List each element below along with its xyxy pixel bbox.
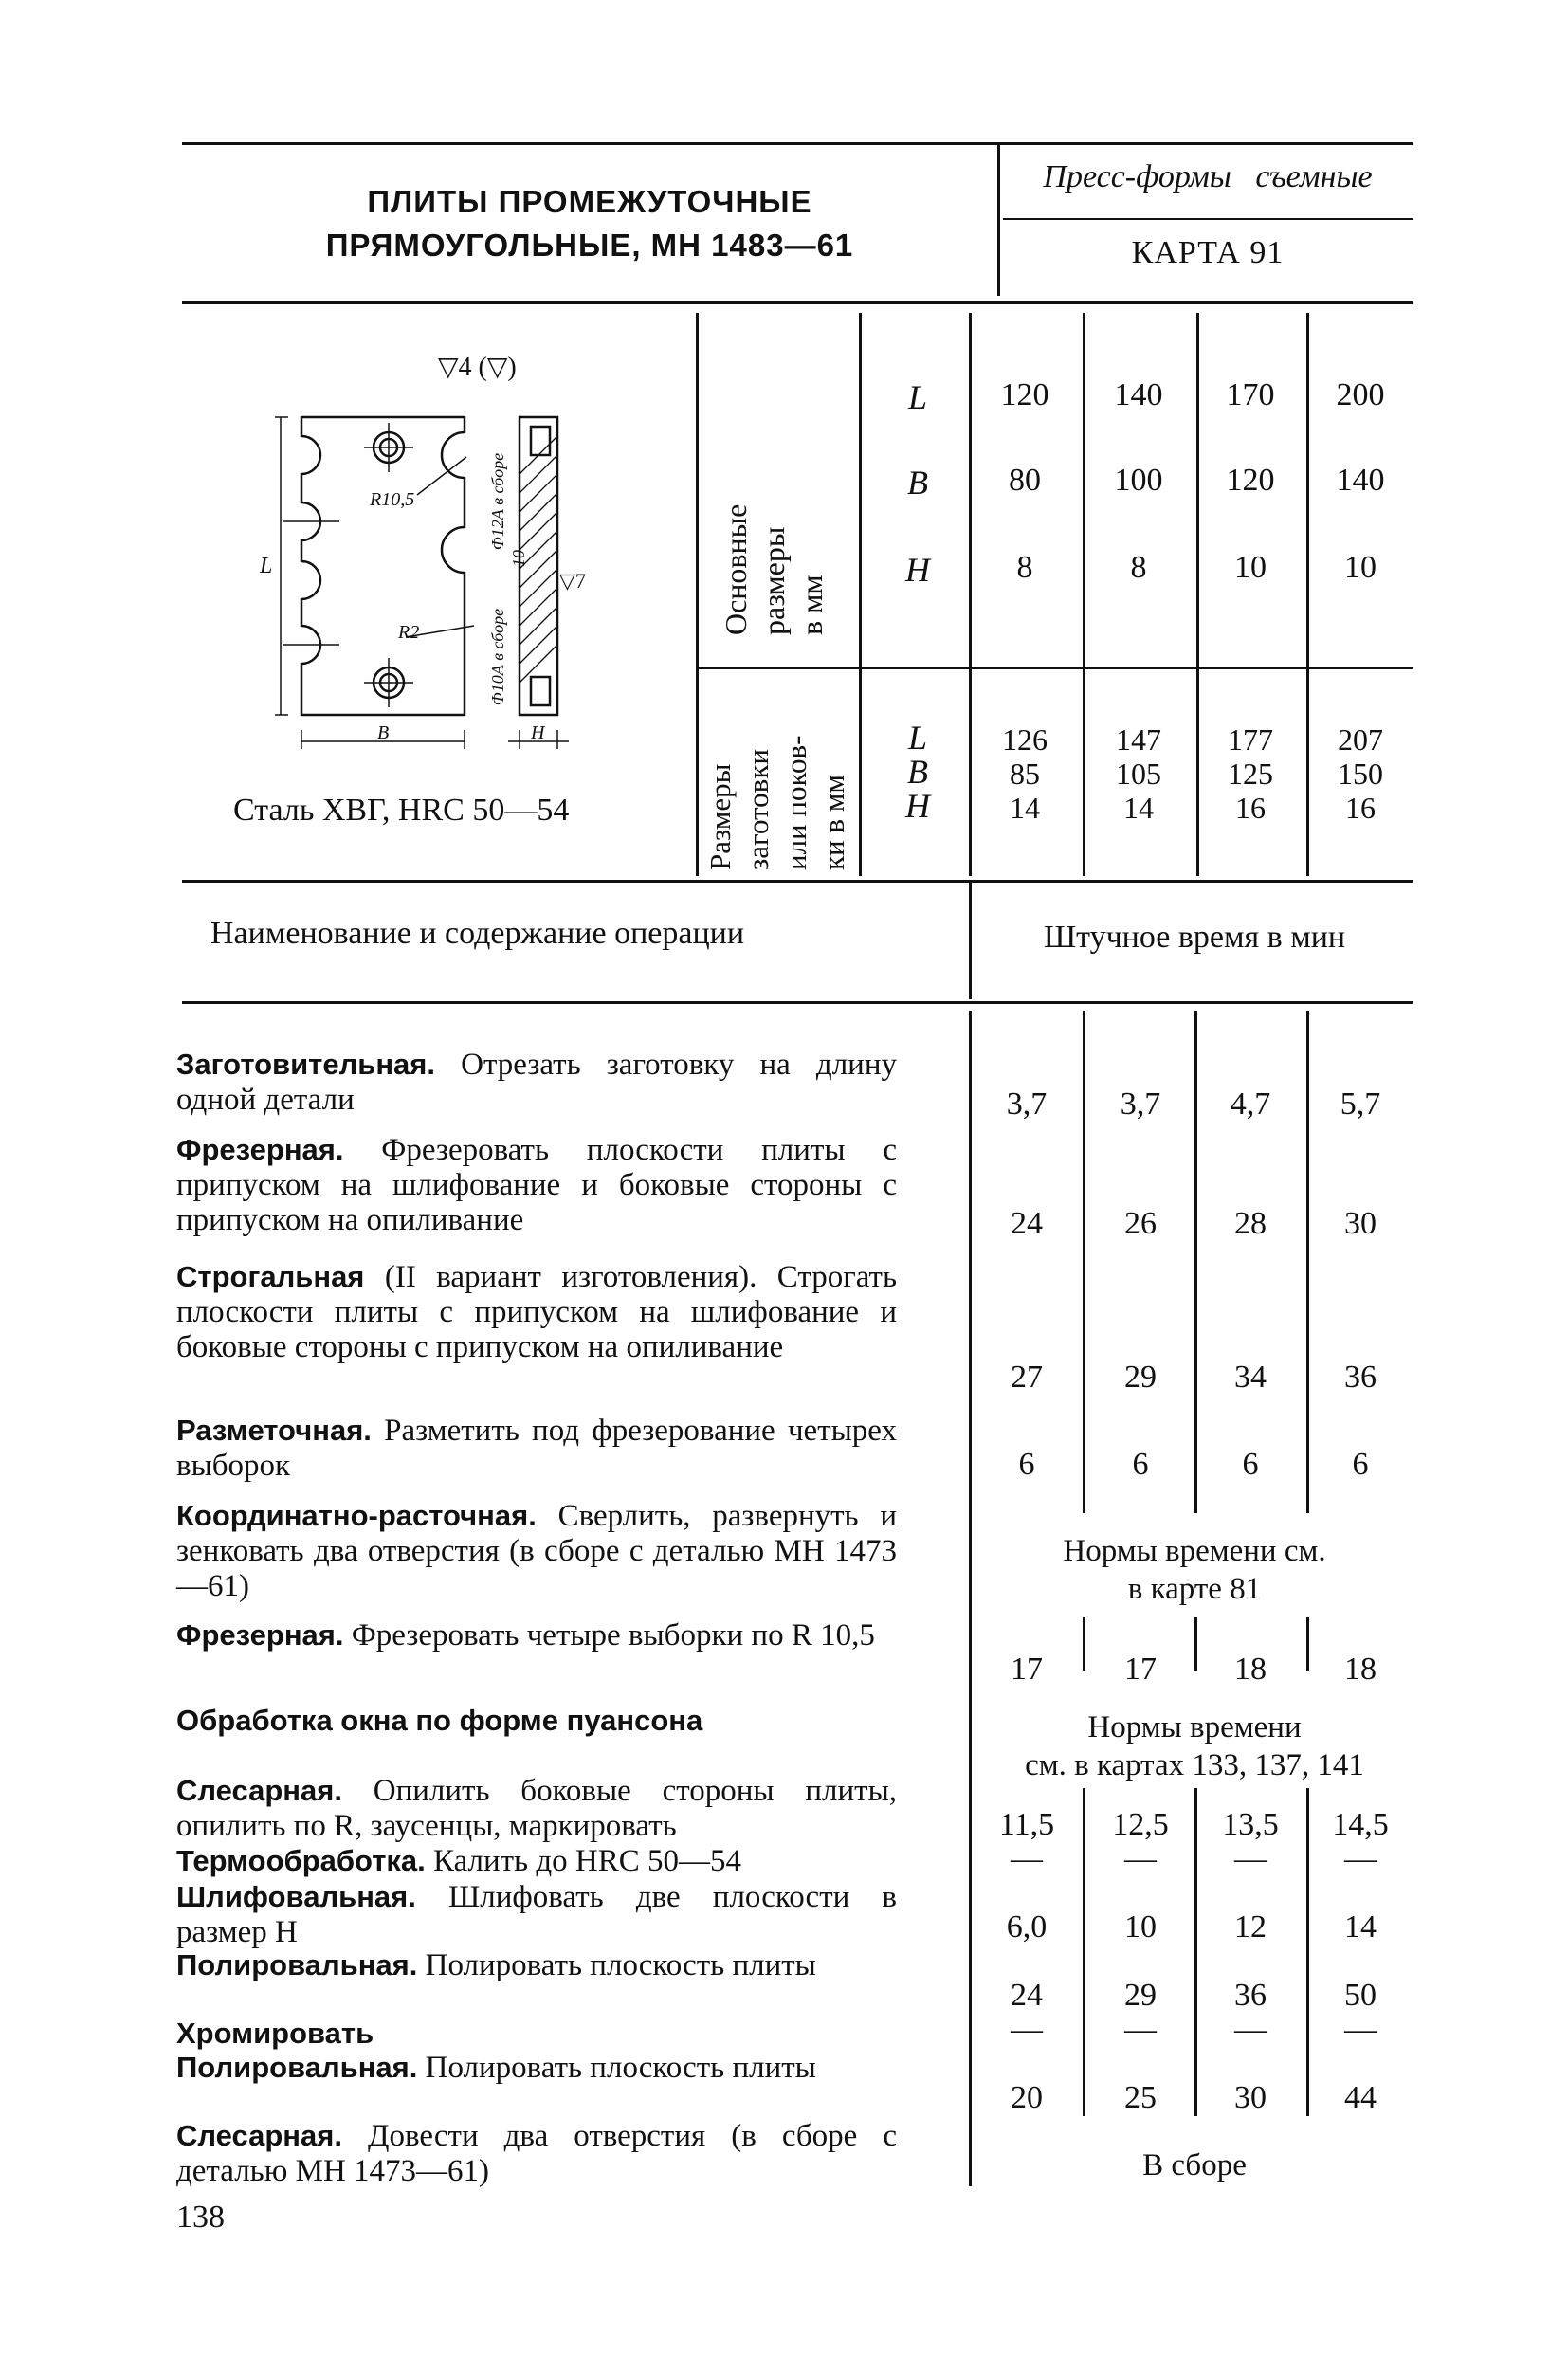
time-value: 25: [1124, 2080, 1157, 2115]
material-label: Сталь ХВГ, HRC 50—54: [233, 793, 570, 828]
main-dims-label: Основные размеры в мм: [719, 503, 829, 635]
value-l: 140: [1114, 377, 1163, 412]
time-column-header: Штучное время в мин: [1043, 920, 1346, 955]
time-col-sep: [1083, 1788, 1085, 2116]
dims-values-border: [969, 313, 972, 876]
header-bottom-rule: [182, 301, 1413, 304]
category-rule: [1003, 218, 1413, 220]
time-value: 29: [1124, 1360, 1157, 1395]
time-value: 6: [1242, 1447, 1259, 1482]
main-col-1: [973, 377, 1077, 586]
operation-column-header: Наименование и содержание операции: [210, 916, 745, 951]
time-col-sep: [1194, 1788, 1197, 2116]
blank-col-3: 177 125 16: [1228, 722, 1273, 825]
ops-divider: [969, 1011, 972, 2186]
page-title: [182, 180, 997, 267]
time-value: 6,0: [1006, 1909, 1048, 1945]
time-value: —: [1344, 2012, 1377, 2047]
operation-row: Фрезерная. Фрезеровать плоскости плиты с припуском на шлифование и боковые стороны с припуском на опиливание: [176, 1133, 897, 1237]
value-b: 100: [1114, 463, 1163, 498]
operation-row: Координатно-расточная. Сверлить, развернуть и зенковать два отверстия (в сборе с деталью МН 1473—61): [176, 1499, 897, 1603]
time-value: 13,5: [1222, 1807, 1279, 1842]
time-value: 24: [1011, 1978, 1043, 2013]
dims-col-2-border: [1083, 313, 1085, 876]
value-b: 120: [1226, 463, 1275, 498]
time-value: 44: [1344, 2080, 1377, 2115]
main-col-3: [1198, 377, 1303, 586]
operation-row: Слесарная. Опилить боковые стороны плиты, опилить по R, заусенцы, маркировать: [176, 1774, 897, 1843]
time-value: —: [1344, 1841, 1377, 1876]
symbol-h: H: [905, 551, 930, 589]
time-value: 36: [1344, 1360, 1377, 1395]
value-h: 8: [1016, 550, 1033, 585]
time-value: 4,7: [1230, 1087, 1271, 1122]
operation-row: Слесарная. Довести два отверстия (в сборе с деталью МН 1473—61): [176, 2119, 897, 2188]
note-cards-133: Нормы времени см. в картах 133, 137, 141: [1025, 1710, 1364, 1782]
note-card-81: Нормы времени см. в карте 81: [1063, 1534, 1326, 1606]
operation-row: Термообработка. Калить до HRC 50—54: [176, 1844, 742, 1878]
time-value: 50: [1344, 1978, 1377, 2013]
note-assembly: В сборе: [1142, 2148, 1247, 2182]
value-h: 8: [1130, 550, 1147, 585]
time-value: 30: [1344, 1206, 1377, 1241]
value-l: 120: [1000, 377, 1049, 412]
time-value: —: [1234, 2012, 1267, 2047]
time-value: 6: [1132, 1447, 1149, 1482]
header-divider: [997, 142, 1000, 296]
blank-dims-label: Размеры заготовки или поков- ки в мм: [703, 735, 850, 870]
value-l: 200: [1336, 377, 1385, 412]
value-h: 10: [1344, 550, 1377, 585]
value-h: 10: [1234, 550, 1267, 585]
time-value: 11,5: [998, 1807, 1055, 1842]
time-col-sep: [1083, 1011, 1085, 1513]
symbol-b: B: [907, 464, 928, 502]
main-col-2: [1086, 377, 1191, 586]
operation-row: Строгальная (II вариант изготовления). Строгать плоскости плиты с припуском на шлифование и боковые стороны с припуском на опиливание: [176, 1260, 897, 1364]
time-value: 6: [1018, 1447, 1035, 1482]
dims-left-border: [696, 313, 699, 876]
blank-col-2: 147 105 14: [1116, 722, 1161, 825]
time-value: 18: [1234, 1652, 1267, 1687]
blank-col-1: 126 85 14: [1002, 722, 1048, 825]
time-value: 18: [1344, 1652, 1377, 1687]
time-value: 24: [1011, 1206, 1043, 1241]
category-label: Пресс-формы съемные: [1043, 159, 1373, 194]
time-value: 20: [1011, 2080, 1043, 2115]
value-l: 170: [1226, 377, 1275, 412]
operation-row: Шлифовальная. Шлифовать две плоскости в размер H: [176, 1880, 897, 1949]
operation-row: Фрезерная. Фрезеровать четыре выборки по R 10,5: [176, 1618, 875, 1653]
operation-row: Разметочная. Разметить под фрезерование четырех выборок: [176, 1414, 897, 1483]
time-col-sep: [1083, 1617, 1085, 1671]
dim-10-label: 10: [509, 550, 528, 567]
value-b: 140: [1336, 463, 1385, 498]
time-value: —: [1011, 2012, 1043, 2047]
title-line-2: ПРЯМОУГОЛЬНЫЕ, МН 1483—61: [325, 228, 854, 263]
time-value: 14: [1344, 1909, 1377, 1945]
dim-b-label: B: [377, 722, 390, 743]
operation-row: Хромировать: [176, 2017, 374, 2050]
dim-l-label: L: [260, 554, 273, 578]
main-col-4: [1308, 377, 1413, 586]
top-rule: [182, 142, 1413, 145]
time-value: 30: [1234, 2080, 1267, 2115]
time-value: —: [1124, 1841, 1157, 1876]
hole-label-12a: Φ12А в сборе: [488, 452, 507, 550]
operation-row: Полировальная. Полировать плоскость плиты: [176, 1948, 816, 1982]
ops-top-rule: [182, 880, 1413, 883]
time-value: 3,7: [1006, 1087, 1048, 1122]
time-value: 12: [1234, 1909, 1267, 1945]
ops-header-divider: [969, 880, 972, 999]
card-number: КАРТА 91: [1131, 235, 1285, 270]
dims-symbol-border: [859, 313, 862, 876]
time-value: 17: [1124, 1652, 1157, 1687]
time-value: 27: [1011, 1360, 1043, 1395]
dims-mid-rule: [696, 667, 1413, 669]
time-value: 10: [1124, 1909, 1157, 1945]
time-value: 34: [1234, 1360, 1267, 1395]
symbol-l: L: [907, 378, 928, 416]
time-value: —: [1124, 2012, 1157, 2047]
hole-label-10a: Φ10А в сборе: [488, 608, 507, 705]
operation-row: Заготовительная. Отрезать заготовку на длину одной детали: [176, 1048, 897, 1117]
time-value: 17: [1011, 1652, 1043, 1687]
radius-label-r2: R2: [398, 622, 420, 643]
time-col-sep: [1194, 1011, 1197, 1513]
radius-label-r105: R10,5: [370, 489, 415, 510]
ops-header-rule: [182, 1001, 1413, 1004]
time-value: 26: [1124, 1206, 1157, 1241]
operation-row: Полировальная. Полировать плоскость плиты: [176, 2051, 816, 2085]
time-col-sep: [1194, 1617, 1197, 1671]
time-value: 36: [1234, 1978, 1267, 2013]
time-value: 6: [1352, 1447, 1369, 1482]
time-value: 5,7: [1340, 1087, 1381, 1122]
part-drawing: [190, 351, 683, 768]
dim-h-label: H: [531, 722, 545, 743]
surface-mark-7: ▽7: [559, 569, 586, 593]
time-value: 14,5: [1332, 1807, 1389, 1842]
time-value: 28: [1234, 1206, 1267, 1241]
time-value: —: [1234, 1841, 1267, 1876]
operation-row: Обработка окна по форме пуансона: [176, 1704, 703, 1737]
blank-col-4: 207 150 16: [1338, 722, 1383, 825]
value-b: 80: [1009, 463, 1041, 498]
time-value: 3,7: [1120, 1087, 1161, 1122]
time-value: 29: [1124, 1978, 1157, 2013]
roughness-mark: ▽4 (▽): [438, 353, 517, 382]
page-number: 138: [176, 2200, 225, 2235]
time-value: 12,5: [1112, 1807, 1169, 1842]
title-line-1: ПЛИТЫ ПРОМЕЖУТОЧНЫЕ: [367, 184, 812, 219]
blank-symbols: L B H: [905, 719, 930, 825]
time-value: —: [1011, 1841, 1043, 1876]
